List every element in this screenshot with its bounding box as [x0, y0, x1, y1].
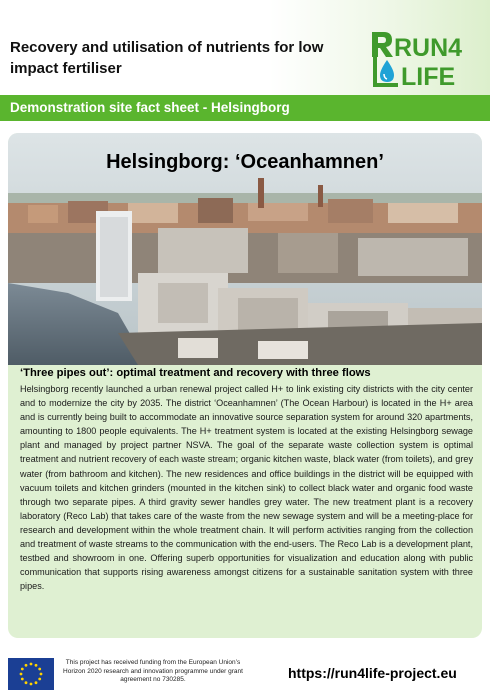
logo-bottom-text: LIFE: [401, 63, 456, 88]
section-heading: ‘Three pipes out’: optimal treatment and recovery with three flows: [20, 367, 371, 379]
section-body: Helsingborg recently launched a urban renewal project called H+ to link existing city districts with the city center and to modernize the city by 2035. The district ‘Oceanhamnen’ (The Ocean Harbour) is located in the H+ area and is currently being built to accommodate an innovative source separation system for around 320 apartments, amounting to 1800 people equivalents. The H+ treatment system is located at the existing Helsingborg sewage plant and managed by project partner NSVA. The goal of the separate waste collection system is optimal treatment and nutrient recovery of each waste stream; organic kitchen waste, black water (from toilets), and grey water (from bathroom and kitchen). The new residences and office buildings in the district will be equipped with vacuum toilets and kitchen grinders (mounted in the kitchen sink) to collect black water and organic food waste through two separate pipes. A third gravity sewer handles grey water. The new treatment plant is a recovery laboratory (Reco Lab) that takes care of the waste from the new sewage system and will be a meeting-place for research and development within the whole treatment chain. It will perform activities ranging from the collection and treatment of waste streams to the communication with the end-users. The Reco Lab is a development plant, testbed and showroom in one. Offering superb opportunities for visualization and education along with public communication that supports rising awareness amongst citizens for a sustainable sanitation system with three pipes.: [20, 384, 473, 592]
content-card: [8, 133, 482, 638]
funding-notice: This project has received funding from the European Union’s Horizon 2020 research and innovation programme under grant agreement no 730285.: [63, 659, 243, 683]
footer: [0, 650, 490, 695]
section-band: Demonstration site fact sheet - Helsingborg: [0, 95, 490, 121]
logo-r-letter: [372, 32, 393, 57]
page-title: Recovery and utilisation of nutrients for low impact fertiliser: [10, 39, 324, 77]
website-link[interactable]: https://run4life-project.eu: [288, 665, 457, 681]
eu-flag-icon: [8, 658, 54, 690]
logo-top-text: RUN4: [394, 34, 463, 62]
photo-title: Helsingborg: ‘Oceanhamnen’: [106, 151, 384, 173]
header: [0, 0, 490, 95]
run4life-logo: [368, 30, 486, 88]
